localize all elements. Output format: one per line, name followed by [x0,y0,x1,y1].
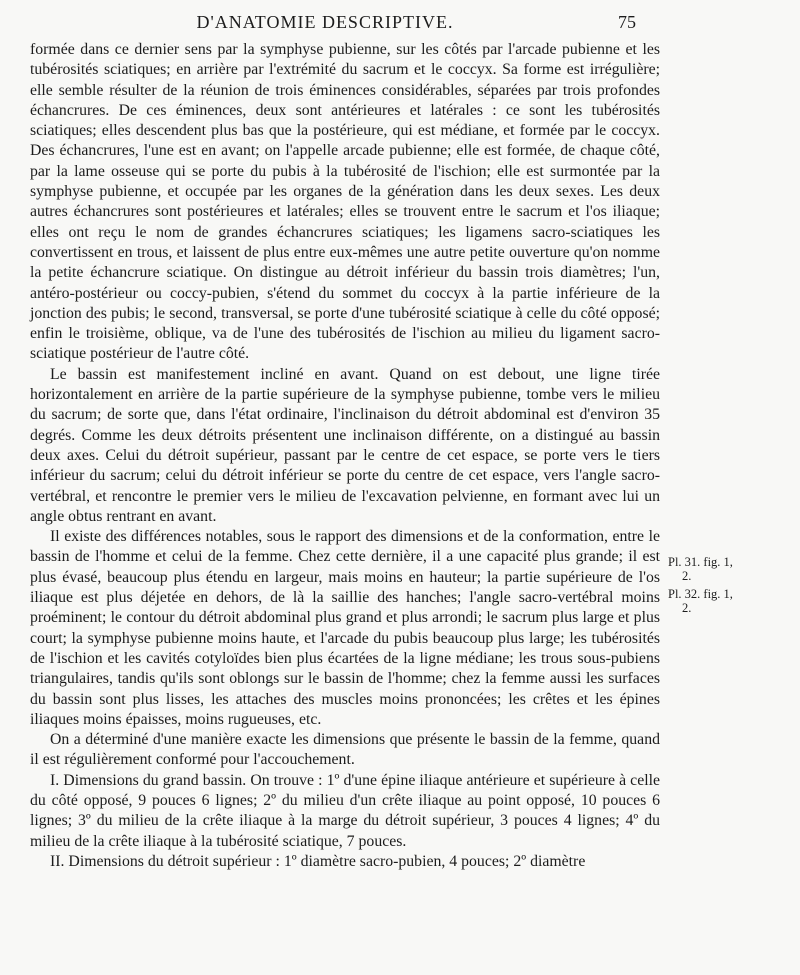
running-title: D'ANATOMIE DESCRIPTIVE. [196,12,454,32]
paragraph-upper-strait-dimensions: II. Dimensions du détroit supérieur : 1º diamètre sacro-pubien, 4 pouces; 2º diamètre [50,852,586,870]
margin-note-plate-32-line2: 2. [682,601,692,615]
margin-note-plate-32-line1: Pl. 32. fig. 1, [668,587,733,601]
margin-note-plate-31-line2: 2. [682,569,692,583]
page-number: 75 [618,12,636,32]
margin-note-plate-31 [668,555,798,583]
page-header [0,12,800,38]
margin-note-plate-31-line1: Pl. 31. fig. 1, [668,555,733,569]
paragraph-pelvis-inclination: Le bassin est manifestement incliné en avant. Quand on est debout, une ligne tirée horizontalement en arrière de la partie supérieure de la symphyse pubienne, tombe vers le milieu du sacrum; de sorte que, dans l'état ordinaire, l'inclinaison du détroit abdominal est d'environ 35 degrés. Comme les deux détroits présentent une inclinaison différente, on a distingué au bassin deux axes. Celui du détroit supérieur, passant par le centre de cet espace, se porte vers le tiers inférieur du sacrum; celui du détroit inférieur se porte du centre de cet espace, vers l'angle sacro-vertébral, et rencontre le premier vers le milieu de l'excavation pelvienne, en formant avec lui un angle obtus rentrant en avant. [30,365,660,525]
body-text [30,40,660,872]
paragraph-dimensions-intro: On a déterminé d'une manière exacte les dimensions que présente le bassin de la femme, quand il est régulièrement conformé pour l'accouchement. [30,731,660,769]
margin-notes [668,555,798,619]
paragraph-pelvis-lower-strait: formée dans ce dernier sens par la symphyse pubienne, sur les côtés par l'arcade pubienne et les tubérosités sciatiques; en arrière par l'extrémité du sacrum et le coccyx. Sa forme est irrégulière; elle semble résulter de la réunion de trois éminences considérables, séparées par trois profondes échancrures. De ces éminences, deux sont antérieures et latérales : ce sont les tubérosités sciatiques; elles descendent plus bas que la postérieure, qui est médiane, et formée par le coccyx. Des échancrures, l'une est en avant; on l'appelle arcade pubienne; elle est formée, de chaque côté, par la lame osseuse qui se porte du pubis à la tubérosité de l'ischion; elle est surmontée par la symphyse pubienne, et occupée par les organes de la génération dans les deux sexes. Les deux autres échancrures sont postérieures et latérales; elles se trouvent entre le sacrum et l'os iliaque; elles ont reçu le nom de grandes échancrures sciatiques; les ligamens sacro-sciatiques les convertissent en trous, et laissent de plus entre eux-mêmes une autre petite ouverture qu'on nomme la petite échancrure sciatique. On distingue au détroit inférieur du bassin trois diamètres; l'un, antéro-postérieur ou coccy-pubien, s'étend du sommet du coccyx à la partie inférieure de la jonction des pubis; le second, transversal, se porte d'une tubérosité sciatique à celle du côté opposé; enfin le troisième, oblique, va de l'une des tubérosités de l'ischion au milieu du ligament sacro-sciatique postérieur de l'autre côté. [30,41,660,363]
paragraph-large-pelvis-dimensions: I. Dimensions du grand bassin. On trouve : 1º d'une épine iliaque antérieure et supérieure à celle du côté opposé, 9 pouces 6 lignes; 2º du milieu d'un crête iliaque au point opposé, 10 pouces 6 lignes; 3º du milieu de la crête iliaque à la marge du détroit supérieur, 3 pouces 4 lignes; 4º du milieu de la crête iliaque à la tubérosité sciatique, 7 pouces. [30,771,660,850]
paragraph-sex-differences: Il existe des différences notables, sous le rapport des dimensions et de la conformation, entre le bassin de l'homme et celui de la femme. Chez cette dernière, il a une capacité plus grande; il est plus évasé, beaucoup plus étendu en largeur, mais moins en hauteur; la partie supérieure de l'os iliaque est plus déjetée en dehors, de là la saillie des hanches; l'angle sacro-vertébral moins proéminent; le contour du détroit abdominal plus grand et plus arrondi; le sacrum plus large et plus court; la symphyse pubienne moins haute, et l'arcade du pubis beaucoup plus large; les tubérosités de l'ischion et les cavités cotyloïdes bien plus écartées de la ligne médiane; les trous sous-pubiens triangulaires, tandis qu'ils sont oblongs sur le bassin de l'homme; chez la femme aussi les surfaces du bassin sont plus lisses, les attaches des muscles moins prononcées; les crêtes et les épines iliaques moins épaisses, moins rugueuses, etc. [30,528,660,728]
margin-note-plate-32 [668,587,798,615]
